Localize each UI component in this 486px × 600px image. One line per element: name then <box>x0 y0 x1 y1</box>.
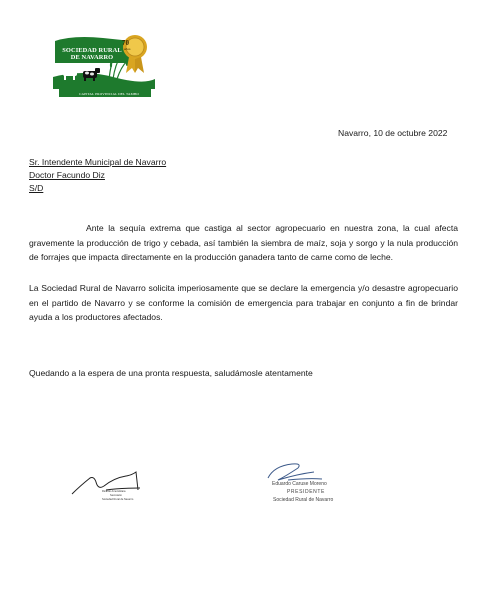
body-paragraph-2: La Sociedad Rural de Navarro solicita imperiosamente que se declare la emergencia y/o desastre agropecuario en el partido de Navarro y se conforme la comisión de emergencia para trabajar en conjunto a fin de brindar ayuda a los productores afectados. <box>29 283 458 323</box>
recipient-block <box>29 156 166 195</box>
signature-right <box>258 460 358 510</box>
medal-number: 70 <box>122 39 129 47</box>
signer-right-role: PRESIDENTE <box>287 489 325 495</box>
logo-tagline: CAPITAL PROVINCIAL DEL TAMBO <box>79 92 139 96</box>
recipient-line: S/D <box>29 183 44 193</box>
signer-left-role: Secretario <box>110 494 122 497</box>
handwritten-signature-icon <box>70 468 170 518</box>
letter-date: Navarro, 10 de octubre 2022 <box>338 128 448 138</box>
signer-left-org: Sociedad Rural de Navarro <box>102 498 134 501</box>
logo-name-line2: DE NAVARRO <box>70 54 114 61</box>
signer-right-name: Eduardo Caruse Moreno <box>272 481 327 487</box>
signer-left-name: Ricardo Amendolara <box>102 490 126 493</box>
signer-right-org: Sociedad Rural de Navarro <box>273 497 334 503</box>
logo-emblem-icon <box>53 33 155 99</box>
body-paragraph-1: Ante la sequía extrema que castiga al sector agropecuario en nuestra zona, la cual afecta gravemente la producción de trigo y cebada, así también la siembra de maíz, soja y sorgo y la nula producción de forrajes que impacta directamente en la producción ganadera tanto de carne como de leche. <box>29 223 458 263</box>
recipient-line: Sr. Intendente Municipal de Navarro <box>29 157 167 167</box>
sociedad-rural-logo <box>53 33 155 99</box>
logo-name-line1: SOCIEDAD RURAL <box>62 47 122 54</box>
closing-line: Quedando a la espera de una pronta respuesta, saludámosle atentamente <box>29 368 313 378</box>
medal-subtext: años <box>124 47 131 51</box>
recipient-line: Doctor Facundo Diz <box>29 170 105 180</box>
signature-left <box>70 468 170 518</box>
